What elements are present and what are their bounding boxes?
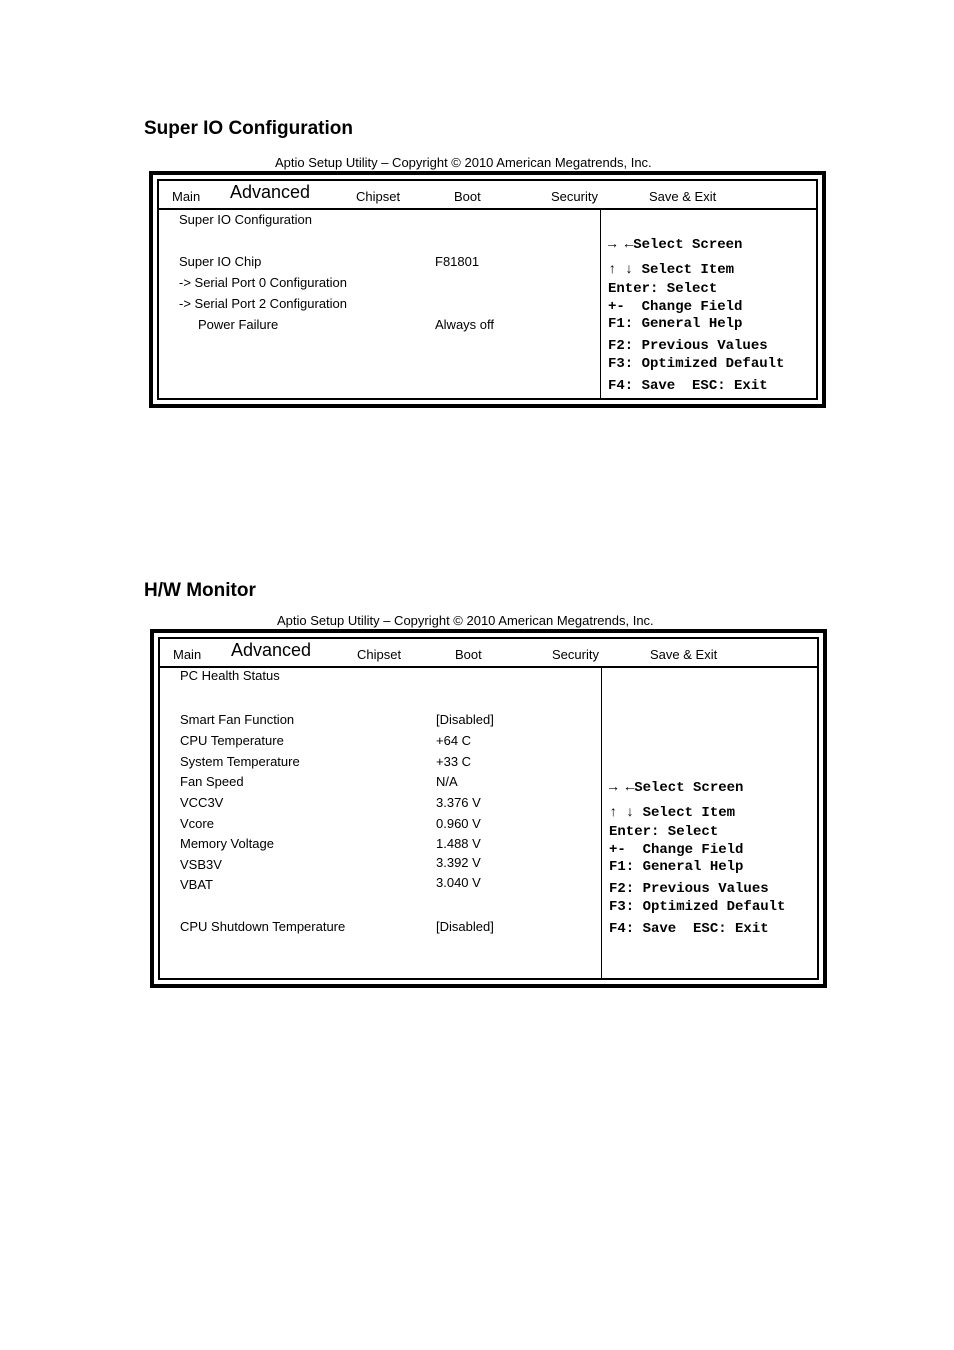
tab-security[interactable]: Security <box>551 189 598 204</box>
help-select-item: ↑ ↓ Select Item <box>609 805 736 821</box>
submenu-serial-port-2[interactable]: -> Serial Port 2 Configuration <box>179 296 348 311</box>
help-enter: Enter: Select <box>608 281 718 297</box>
setting-value-power-failure[interactable]: Always off <box>435 317 495 332</box>
reading-label-vcc3v: VCC3V <box>180 795 224 810</box>
page-heading: Super IO Configuration <box>179 212 312 227</box>
help-select-item: ↑ ↓ Select Item <box>608 262 735 278</box>
tab-save-exit[interactable]: Save & Exit <box>649 189 717 204</box>
reading-value-vcore: 0.960 V <box>436 816 481 831</box>
help-select-screen: → ←Select Screen <box>608 237 743 253</box>
help-enter: Enter: Select <box>609 824 719 840</box>
help-change-field: +- Change Field <box>608 299 743 315</box>
tab-main[interactable]: Main <box>172 189 201 204</box>
help-change-field: +- Change Field <box>609 842 744 858</box>
reading-value-vcc3v: 3.376 V <box>436 795 481 810</box>
reading-label-memory-voltage: Memory Voltage <box>180 836 274 851</box>
setting-label-super-io-chip: Super IO Chip <box>179 254 262 269</box>
settings-pane <box>159 210 600 398</box>
setting-label-power-failure[interactable]: Power Failure <box>198 317 279 332</box>
submenu-serial-port-0[interactable]: -> Serial Port 0 Configuration <box>179 275 348 290</box>
tab-advanced[interactable]: Advanced <box>231 640 312 660</box>
copyright-banner: Aptio Setup Utility – Copyright © 2010 American Megatrends, Inc. <box>277 613 654 628</box>
setting-value-smart-fan[interactable]: [Disabled] <box>436 712 494 727</box>
reading-label-fan-speed: Fan Speed <box>180 774 244 789</box>
bios-frame <box>158 637 819 980</box>
reading-value-system-temperature: +33 C <box>436 754 472 769</box>
section-title-super-io: Super IO Configuration <box>144 118 353 139</box>
menu-bar <box>159 181 816 210</box>
help-f2: F2: Previous Values <box>608 338 768 354</box>
reading-label-vsb3v: VSB3V <box>180 857 222 872</box>
tab-advanced[interactable]: Advanced <box>230 182 311 202</box>
reading-value-vbat: 3.040 V <box>436 875 481 890</box>
help-f3: F3: Optimized Default <box>609 899 786 915</box>
bios-frame <box>157 179 818 400</box>
tab-chipset[interactable]: Chipset <box>356 189 401 204</box>
reading-value-memory-voltage: 1.488 V <box>436 836 481 851</box>
reading-label-system-temperature: System Temperature <box>180 754 300 769</box>
setting-value-super-io-chip: F81801 <box>435 254 480 269</box>
tab-security[interactable]: Security <box>552 647 599 662</box>
tab-boot[interactable]: Boot <box>455 647 482 662</box>
tab-chipset[interactable]: Chipset <box>357 647 402 662</box>
help-f1: F1: General Help <box>608 316 743 332</box>
menu-bar <box>160 639 817 668</box>
tab-save-exit[interactable]: Save & Exit <box>650 647 718 662</box>
help-select-screen: → ←Select Screen <box>609 780 744 796</box>
help-f3: F3: Optimized Default <box>608 356 785 372</box>
help-f4: F4: Save ESC: Exit <box>608 378 768 394</box>
bios-screen-super-io <box>149 171 826 408</box>
copyright-banner: Aptio Setup Utility – Copyright © 2010 American Megatrends, Inc. <box>275 155 652 170</box>
settings-pane <box>160 668 601 978</box>
help-f2: F2: Previous Values <box>609 881 769 897</box>
bios-screen-hw-monitor <box>150 629 827 988</box>
reading-label-cpu-temperature: CPU Temperature <box>180 733 284 748</box>
help-pane <box>600 210 816 398</box>
tab-boot[interactable]: Boot <box>454 189 481 204</box>
help-f4: F4: Save ESC: Exit <box>609 921 769 937</box>
help-f1: F1: General Help <box>609 859 744 875</box>
tab-main[interactable]: Main <box>173 647 202 662</box>
reading-label-vbat: VBAT <box>180 877 213 892</box>
page-heading: PC Health Status <box>180 668 280 683</box>
section-title-hw-monitor: H/W Monitor <box>144 580 256 601</box>
reading-value-vsb3v: 3.392 V <box>436 855 481 870</box>
reading-value-fan-speed: N/A <box>436 774 458 789</box>
reading-label-vcore: Vcore <box>180 816 214 831</box>
setting-label-smart-fan[interactable]: Smart Fan Function <box>180 712 295 727</box>
setting-label-cpu-shutdown-temperature[interactable]: CPU Shutdown Temperature <box>180 919 346 934</box>
reading-value-cpu-temperature: +64 C <box>436 733 472 748</box>
help-pane <box>601 668 817 978</box>
setting-value-cpu-shutdown-temperature[interactable]: [Disabled] <box>436 919 494 934</box>
